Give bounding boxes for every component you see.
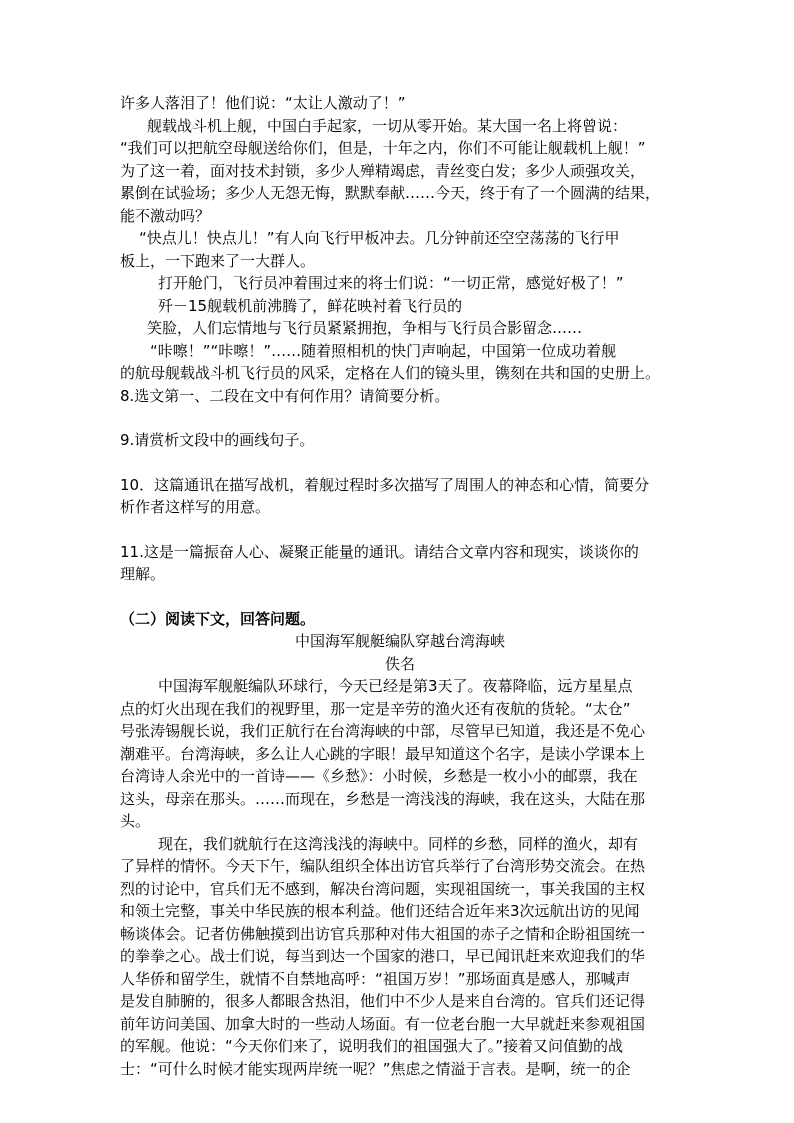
article-line: 人华侨和留学生，就情不自禁地高呼：“祖国万岁！”那场面真是感人，那喊声: [120, 969, 631, 988]
passage-line: 打开舱门，飞行员冲着围过来的将士们说：“一切正常，感觉好极了！”: [158, 274, 624, 292]
article-line: 头。: [120, 812, 151, 830]
article-line: 这头，母亲在那头。……而现在，乡愁是一湾浅浅的海峡，我在这头，大陆在那: [120, 789, 646, 808]
article-author: 佚名: [384, 654, 415, 673]
passage-line: 舰载战斗机上舰，中国白手起家，一切从零开始。某大国一名上将曾说：: [147, 116, 628, 135]
article-line: 烈的讨论中，官兵们无不感到，解决台湾问题，实现祖国统一，事关我国的主权: [120, 879, 646, 898]
article-line: 前年访问美国、加拿大时的一些动人场面。有一位老台胞一大早就赶来参观祖国: [120, 1014, 646, 1033]
passage-line: 许多人落泪了！他们说：“太让人激动了！”: [120, 94, 406, 112]
article-line: 畅谈体会。记者仿佛触摸到出访官兵那种对伟大祖国的赤子之情和企盼祖国统一: [120, 924, 646, 943]
passage-line: “咔嚓！”“咔嚓！”……随着照相机的快门声响起，中国第一位成功着舰: [150, 341, 617, 360]
article-line: 了异样的情怀。今天下午，编队组织全体出访官兵举行了台湾形势交流会。在热: [120, 857, 646, 875]
article-line: 的军舰。他说：“今天你们来了，说明我们的祖国强大了。”接着又问值勤的战: [120, 1037, 624, 1055]
article-line: 现在，我们就航行在这湾浅浅的海峡中。同样的乡愁，同样的渔火，却有: [158, 834, 639, 853]
passage-line: “我们可以把航空母舰送给你们，但是，十年之内，你们不可能让舰载机上舰！”: [120, 139, 646, 157]
question-8: 8.选文第一、二段在文中有何作用？请简要分析。: [120, 386, 450, 405]
article-line: 号张涛锡舰长说，我们正航行在台湾海峡的中部，尽管早已知道，我还是不免心: [120, 722, 646, 740]
article-line: 台湾诗人余光中的一首诗——《乡愁》：小时候，乡愁是一枚小小的邮票，我在: [120, 767, 638, 785]
passage-line: 累倒在试验场；多少人无怨无悔，默默奉献……今天，终于有了一个圆满的结果，: [120, 184, 661, 202]
passage-line: 为了这一着，面对技术封锁，多少人殚精竭虑，青丝变白发；多少人顽强攻关，: [120, 161, 646, 180]
passage-line-underlined: 笑脸，人们忘情地与飞行员紧紧拥抱，争相与飞行员合影留念……: [147, 319, 583, 337]
article-line: 潮难平。台湾海峡，多么让人心跳的字眼！最早知道这个名字，是读小学课本上: [120, 744, 646, 763]
question-11-line-1: 11.这是一篇振奋人心、凝聚正能量的通讯。请结合文章内容和现实，谈谈你的: [120, 542, 639, 561]
section-heading: （二）阅读下文，回答问题。: [120, 609, 316, 628]
article-line: 的拳拳之心。战士们说，每当到达一个国家的港口，早已闻讯赶来欢迎我们的华: [120, 947, 646, 965]
article-line: 点的灯火出现在我们的视野里，那一定是辛劳的渔火还有夜航的货轮。“太仓”: [120, 699, 631, 718]
question-9: 9.请赏析文段中的画线句子。: [120, 431, 315, 449]
article-line: 士：“可什么时候才能实现两岸统一呢？”焦虑之情溢于言表。是啊，统一的企: [120, 1059, 631, 1078]
passage-line: 能不激动吗？: [120, 206, 211, 225]
article-line: 和领土完整，事关中华民族的根本利益。他们还结合近年来3次远航出访的见闻: [120, 902, 640, 920]
question-10-line-1: 10．这篇通讯在描写战机，着舰过程时多次描写了周围人的神态和心情，简要分: [120, 475, 650, 494]
passage-line-underlined: 歼－15舰载机前沸腾了，鲜花映衬着飞行员的: [158, 296, 463, 315]
passage-line: 的航母舰载战斗机飞行员的风采，定格在人们的镜头里，镌刻在共和国的史册上。: [120, 364, 661, 382]
question-11-line-2: 理解。: [120, 565, 166, 583]
article-line: 是发自肺腑的，很多人都眼含热泪，他们中不少人是来自台湾的。官兵们还记得: [120, 992, 646, 1010]
question-10-line-2: 析作者这样写的用意。: [120, 498, 271, 516]
passage-line: “快点儿！快点儿！”有人向飞行甲板冲去。几分钟前还空空荡荡的飞行甲: [139, 229, 620, 247]
document-page: [120, 92, 680, 1080]
article-title: 中国海军舰艇编队穿越台湾海峡: [294, 632, 505, 650]
passage-line: 板上，一下跑来了一大群人。: [120, 251, 316, 270]
article-line: 中国海军舰艇编队环球行，今天已经是第3天了。夜幕降临，远方星星点: [158, 677, 633, 695]
